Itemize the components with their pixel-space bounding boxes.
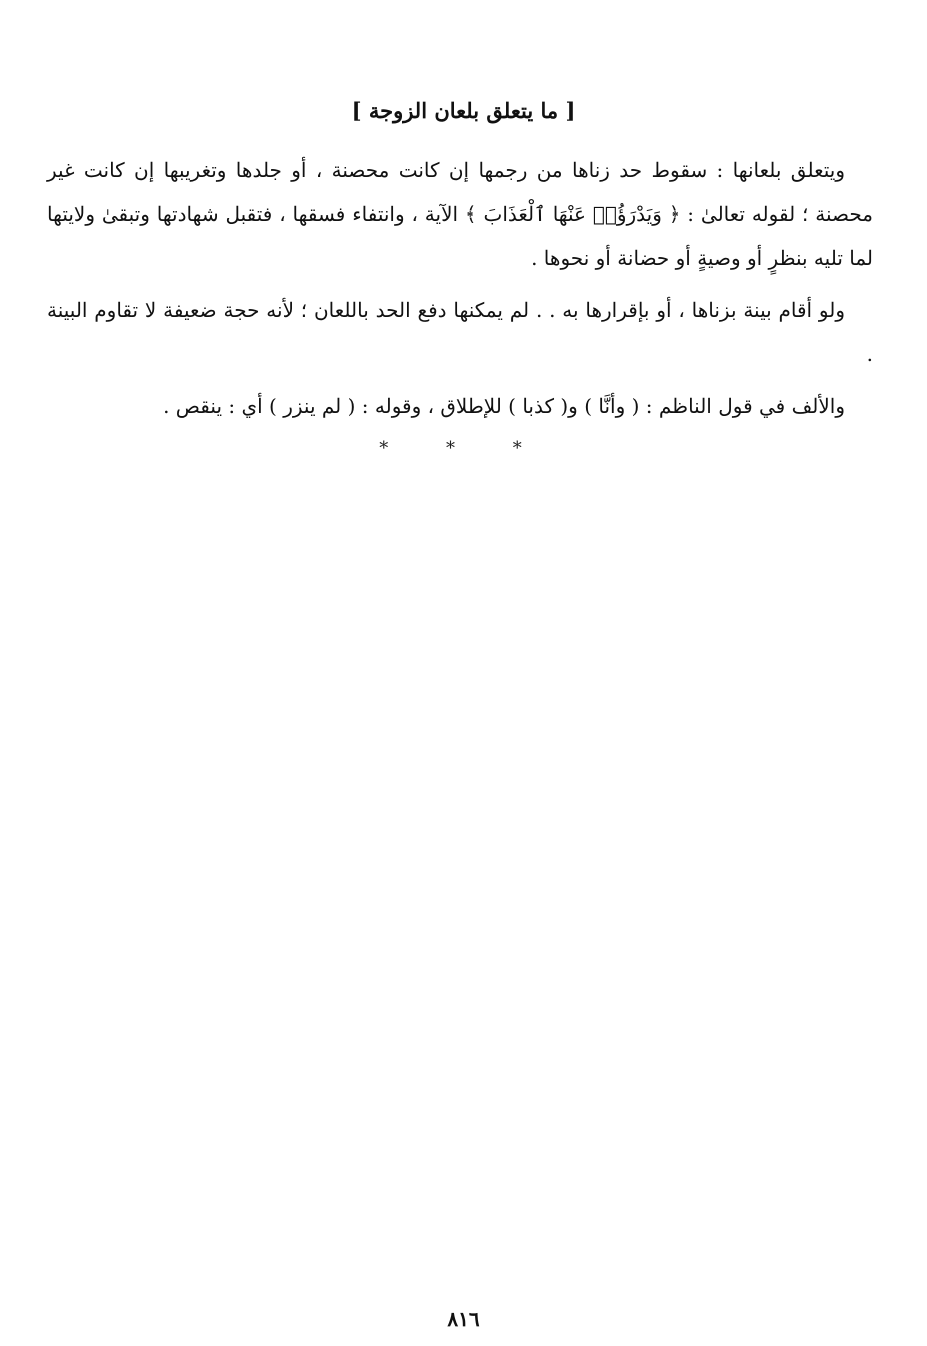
paragraph-3: والألف في قول الناظم : ( وأنَّا ) و( كذبا ) للإطلاق ، وقوله : ( لم ينزر ) أي : ينقص .: [163, 394, 845, 418]
paragraph-2: ولو أقام بينة بزناها ، أو بإقرارها به . . لم يمكنها دفع الحد باللعان ؛ لأنه حجة ضعيفة لا تقاوم البينة .: [47, 298, 873, 366]
paragraph-1: ويتعلق بلعانها : سقوط حد زناها من رجمها إن كانت محصنة ، أو جلدها وتغريبها إن كانت غير محصنة ؛ لقوله تعالىٰ : ﴿ وَيَدْرَؤُا۟ عَنْهَا ٱلْعَذَابَ ﴾ الآية ، وانتفاء فسقها ، فتقبل شهادتها وتبقىٰ ولايتها لما تليه بنظرٍ أو وصيةٍ أو حضانة أو نحوها .: [47, 158, 873, 270]
body-text: [47, 148, 873, 436]
section-separator: * * *: [379, 438, 548, 459]
page-number: ٨١٦: [447, 1307, 480, 1331]
section-heading: [ ما يتعلق بلعان الزوجة ]: [351, 98, 576, 123]
